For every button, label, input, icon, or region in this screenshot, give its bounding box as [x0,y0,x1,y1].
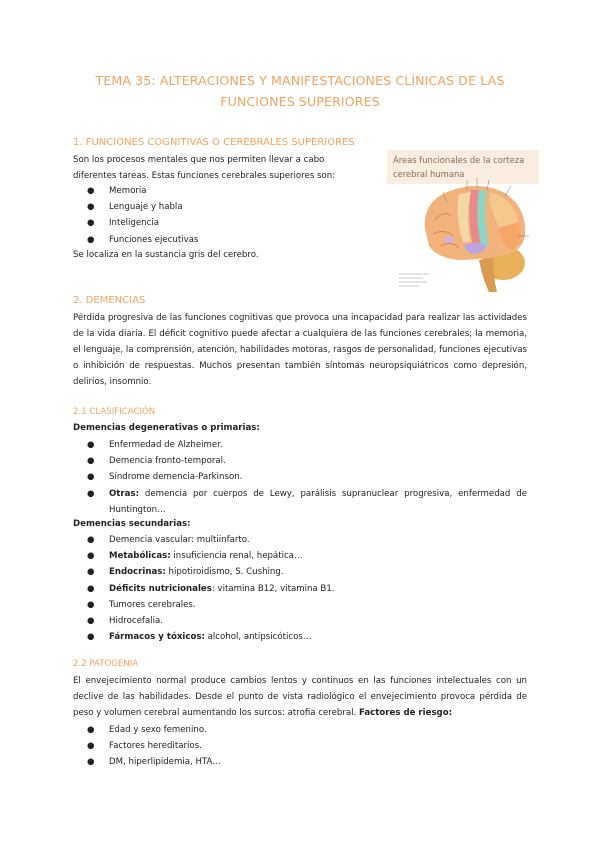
list-item: ● Lenguaje y habla [73,199,373,215]
list-item: ● Síndrome demencia-Parkinson. [73,469,527,485]
bullet-icon: ● [87,456,95,467]
primary-dementias-list [73,437,527,518]
list-item: ● Enfermedad de Alzheimer. [73,437,527,453]
section-2-2-heading: 2.2 PATOGENIA [73,659,139,669]
bullet-icon: ● [87,741,95,752]
bullet-icon: ● [87,757,95,768]
list-item: ● Fármacos y tóxicos: alcohol, antipsicóticos… [73,629,527,645]
risk-factors-list [73,722,527,771]
section-1-intro-line-1: Son los procesos mentales que nos permiten llevar a cabo [73,155,325,165]
list-item: ● Funciones ejecutivas [73,232,373,248]
figure-caption: Áreas funcionales de la corteza cerebral humana [393,155,525,179]
section-2-1-heading: 2.1 CLASIFICACIÓN [73,407,156,417]
list-item: ● Demencia vascular: multiinfarto. [73,532,527,548]
list-item: ● DM, hiperlipidemia, HTA… [73,754,527,770]
list-item: ● Edad y sexo femenino. [73,722,527,738]
list-item: ● Metabólicas: insuficiencia renal, hepática… [73,548,527,564]
bullet-icon: ● [87,186,95,196]
bullet-icon: ● [87,535,95,545]
bullet-icon: ● [87,725,95,735]
bullet-icon: ● [87,632,95,643]
bullet-icon: ● [87,567,95,578]
section-1-closing: Se localiza en la sustancia gris del cerebro. [73,250,259,260]
legend-lines [399,274,429,286]
list-item: ● Otras: demencia por cuerpos de Lewy, parálisis supranuclear progresiva, enfermedad de Huntington… [73,486,527,518]
list-item: ● Memoria [73,183,373,199]
bullet-icon: ● [87,551,95,562]
list-item: ● Tumores cerebrales. [73,597,527,613]
bullet-icon: ● [87,234,95,245]
risk-factors-label: Factores de riesgo: [359,708,453,718]
secondary-dementias-list [73,532,527,645]
bullet-icon: ● [87,488,95,499]
section-2-paragraph: Pérdida progresiva de las funciones cognitivas que provoca una incapacidad para realizar las actividades de la vida diaria. El déficit cognitivo puede afectar a cualquiera de las funciones cerebrales; la memoria, el lenguaje, la comprensión, atención, habilidades motoras, rasgos de personalidad, funciones ejecutivas o inhibición de respuestas. Muchos presentan también síntomas neuropsiquiátricos como depresión, delirios, insomnio. [73,313,527,387]
bullet-icon: ● [87,218,95,229]
bullet-icon: ● [87,202,95,213]
brain-figure [387,150,539,298]
section-2-2-paragraph: El envejecimiento normal produce cambios lentos y continuos en las funciones intelectuales con un declive de las habilidades. Desde el punto de vista radiológico el envejecimiento provoca pérdida de peso y volumen cerebral aumentando los surcos: atrofia cerebral. Factores de riesgo: [73,676,527,718]
bullet-icon: ● [87,472,95,483]
section-2-heading: 2. DEMENCIAS [73,295,146,306]
list-item: ● Factores hereditarios. [73,738,527,754]
broca-area [444,237,454,243]
bullet-icon: ● [87,599,95,610]
section-1-intro-line-2: diferentes tareas. Estas funciones cerebrales superiores son: [73,171,336,181]
secondary-dementias-label: Demencias secundarias: [73,519,191,529]
list-item: ● Déficits nutricionales: vitamina B12, vitamina B1. [73,581,527,597]
bullet-icon: ● [87,440,95,450]
list-item: ● Demencia fronto-temporal. [73,453,527,469]
primary-dementias-label: Demencias degenerativas o primarias: [73,423,260,433]
bullet-icon: ● [87,616,95,627]
section-1-heading: 1. FUNCIONES COGNITIVAS O CEREBRALES SUPERIORES [73,137,355,148]
functions-list [73,183,373,248]
list-item: ● Inteligencia [73,215,373,231]
list-item: ● Hidrocefalia. [73,613,527,629]
bullet-icon: ● [87,583,95,594]
list-item: ● Endocrinas: hipotiroidismo, S. Cushing. [73,564,527,580]
brain-illustration [387,150,539,298]
page-title: TEMA 35: ALTERACIONES Y MANIFESTACIONES CLÍNICAS DE LAS FUNCIONES SUPERIORES [95,73,505,109]
section-1-intro [73,152,383,184]
